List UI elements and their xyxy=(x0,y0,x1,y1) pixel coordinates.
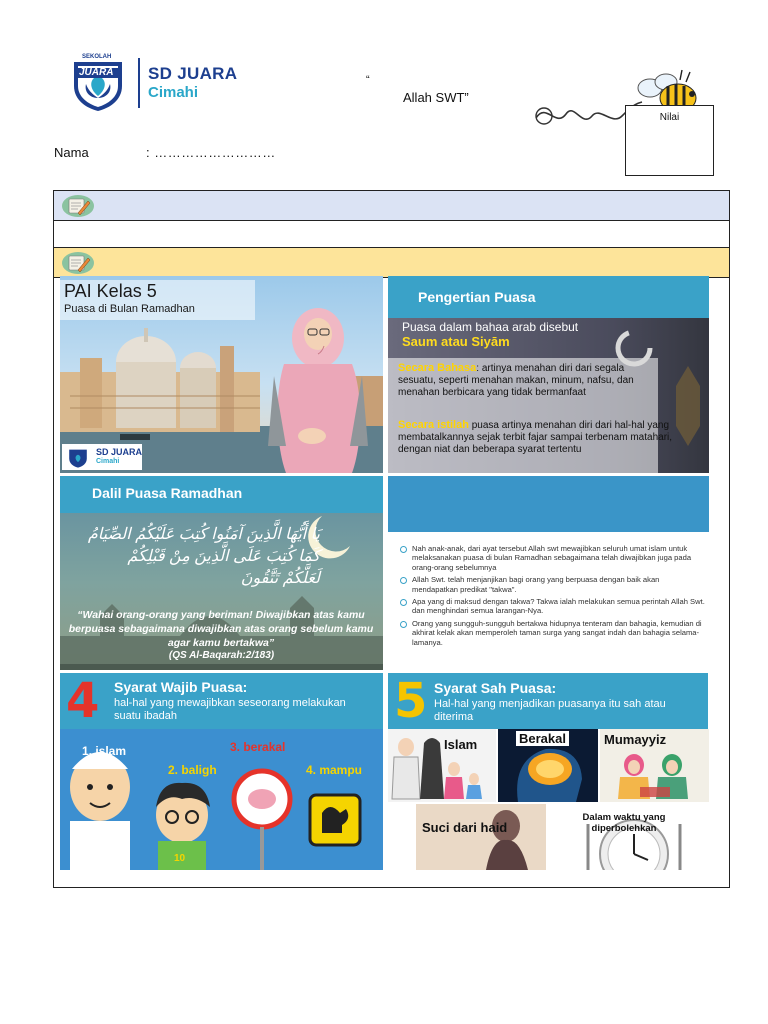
pencil-note-icon xyxy=(61,251,95,275)
bahasa-definition xyxy=(398,362,660,399)
verse-translation: “Wahai orang-orang yang beriman! Diwajibkan atas kamu berpuasa sebagaimana diwajibkan atas orang sebelum kamu agar kamu bertakwa” xyxy=(68,609,374,649)
tile-berakal xyxy=(498,729,598,802)
school-logo xyxy=(64,52,254,114)
condition-mampu: 4. mampu xyxy=(306,763,363,777)
dalil-card xyxy=(60,476,383,670)
arabic-verse xyxy=(80,524,320,590)
card-header xyxy=(388,673,708,729)
tile-dalam-waktu xyxy=(548,804,706,870)
syarat-sah-card xyxy=(388,673,709,870)
arabic-line: كَمَا كُتِبَ عَلَى الَّذِينَ مِنْ قَبْلِكُمْ xyxy=(127,548,320,565)
quote-open-mark: “ xyxy=(366,74,370,86)
list-item: Orang yang sungguh-sungguh bertakwa hidupnya tenteram dan bahagia, kemudian di akhirat kelak akan memperoleh taman surga yang sangat indah dan bahagia selama-lamanya. xyxy=(400,619,705,647)
istilah-label: Secara istilah xyxy=(398,419,469,431)
syarat-wajib-card xyxy=(60,673,383,870)
card-subtitle: hal-hal yang mewajibkan seseorang melakukan suatu ibadah xyxy=(114,697,346,722)
tile-label: Mumayyiz xyxy=(604,732,667,747)
explanation-list xyxy=(400,544,705,650)
tile-label: Berakal xyxy=(516,731,569,746)
explanation-card xyxy=(388,476,709,670)
card-header xyxy=(60,673,383,729)
card-number: 4 xyxy=(66,673,100,729)
list-item: Allah Swt. telah menjanjikan bagi orang yang berpuasa dengan baik akan mendapatkan predikat "takwa". xyxy=(400,575,705,594)
age-label: 10 xyxy=(174,853,186,864)
logo-arc-text: SEKOLAH xyxy=(82,54,112,60)
logo-word: JUARA xyxy=(79,67,114,78)
tile-label: Suci dari haid xyxy=(422,820,508,835)
card-header xyxy=(388,276,709,318)
quote-text: Allah SWT” xyxy=(403,90,469,105)
condition-baligh: 2. baligh xyxy=(168,763,217,777)
muslim-family-icon xyxy=(388,729,496,802)
logo-divider xyxy=(138,58,140,108)
name-field[interactable]: : ……………………… xyxy=(146,145,276,160)
name-label: Nama xyxy=(54,145,89,160)
badge-name: SD JUARA xyxy=(96,447,143,457)
tile-islam xyxy=(388,729,496,802)
card-title: Pengertian Puasa xyxy=(418,289,536,305)
condition-islam: 1. islam xyxy=(82,744,127,758)
instruction-band-yellow xyxy=(54,248,729,278)
card-number: 5 xyxy=(394,673,428,729)
condition-berakal: 3. berakal xyxy=(230,740,286,754)
card-title: Syarat Wajib Puasa: xyxy=(114,679,248,695)
school-emblem-icon xyxy=(68,52,128,112)
instruction-band-blue xyxy=(54,191,729,221)
pencil-note-icon xyxy=(61,194,95,218)
card-title: Syarat Sah Puasa: xyxy=(434,680,557,696)
intro-line: Puasa dalam bahaa arab disebut xyxy=(402,320,579,334)
tile-label: Islam xyxy=(444,737,478,752)
list-item: Apa yang di maksud dengan takwa? Takwa ialah melakukan semua perintah Allah Swt. dan menghindari semua larangan-Nya. xyxy=(400,597,705,616)
school-name: SD JUARA xyxy=(148,64,238,83)
school-emblem-icon xyxy=(66,446,90,468)
bahasa-label: Secara Bahasa xyxy=(398,362,477,374)
bahasa-text: : artinya menahan diri dari segala sesuatu, seperti menahan makan, minum, nafsu, dan menahan berbicara yang tidak bermanfaat xyxy=(398,363,634,398)
school-city: Cimahi xyxy=(148,84,199,101)
card-title: Dalil Puasa Ramadhan xyxy=(92,485,243,501)
istilah-text: puasa artinya menahan diri dari hal-hal yang membatalkannya sejak terbit fajar sampai terbenam matahari, dengan niat dan beberapa syarat tertentu xyxy=(398,420,673,455)
school-badge xyxy=(62,444,142,470)
arabic-line: يَا أَيُّهَا الَّذِينَ آمَنُوا كُتِبَ عَلَيْكُمُ الصِّيَامُ xyxy=(87,526,320,543)
woman-silhouette-icon xyxy=(416,804,546,870)
list-item: Nah anak-anak, dari ayat tersebut Allah swt mewajibkan seluruh umat islam untuk melaksanakan puasa di bulan Ramadhan sebagaimana telah diwajibkan juga pada orang-orang sebelumnya xyxy=(400,544,705,572)
badge-city: Cimahi xyxy=(96,458,120,465)
card-header xyxy=(60,476,383,513)
tile-mumayyiz xyxy=(600,729,709,802)
verse-reference: (QS Al-Baqarah:2/183) xyxy=(168,650,275,661)
grade-box[interactable] xyxy=(625,105,714,176)
istilah-definition xyxy=(398,419,708,456)
card-title: PAI Kelas 5 xyxy=(64,281,157,301)
card-header xyxy=(388,476,709,532)
tile-suci-dari-haid xyxy=(416,804,546,870)
pai-intro-card xyxy=(60,276,383,473)
instruction-band-white xyxy=(54,221,729,248)
card-subtitle: Hal-hal yang menjadikan puasanya itu sah atau diterima xyxy=(434,698,666,723)
tile-label: Dalam waktu yang diperbolehkan xyxy=(582,812,666,834)
pengertian-card xyxy=(388,276,709,473)
term-highlight: Saum atau Siyām xyxy=(402,334,510,349)
arabic-line: لَعَلَّكُمْ تَتَّقُونَ xyxy=(240,570,320,587)
card-subtitle: Puasa di Bulan Ramadhan xyxy=(64,303,195,315)
grade-label: Nilai xyxy=(659,112,680,123)
